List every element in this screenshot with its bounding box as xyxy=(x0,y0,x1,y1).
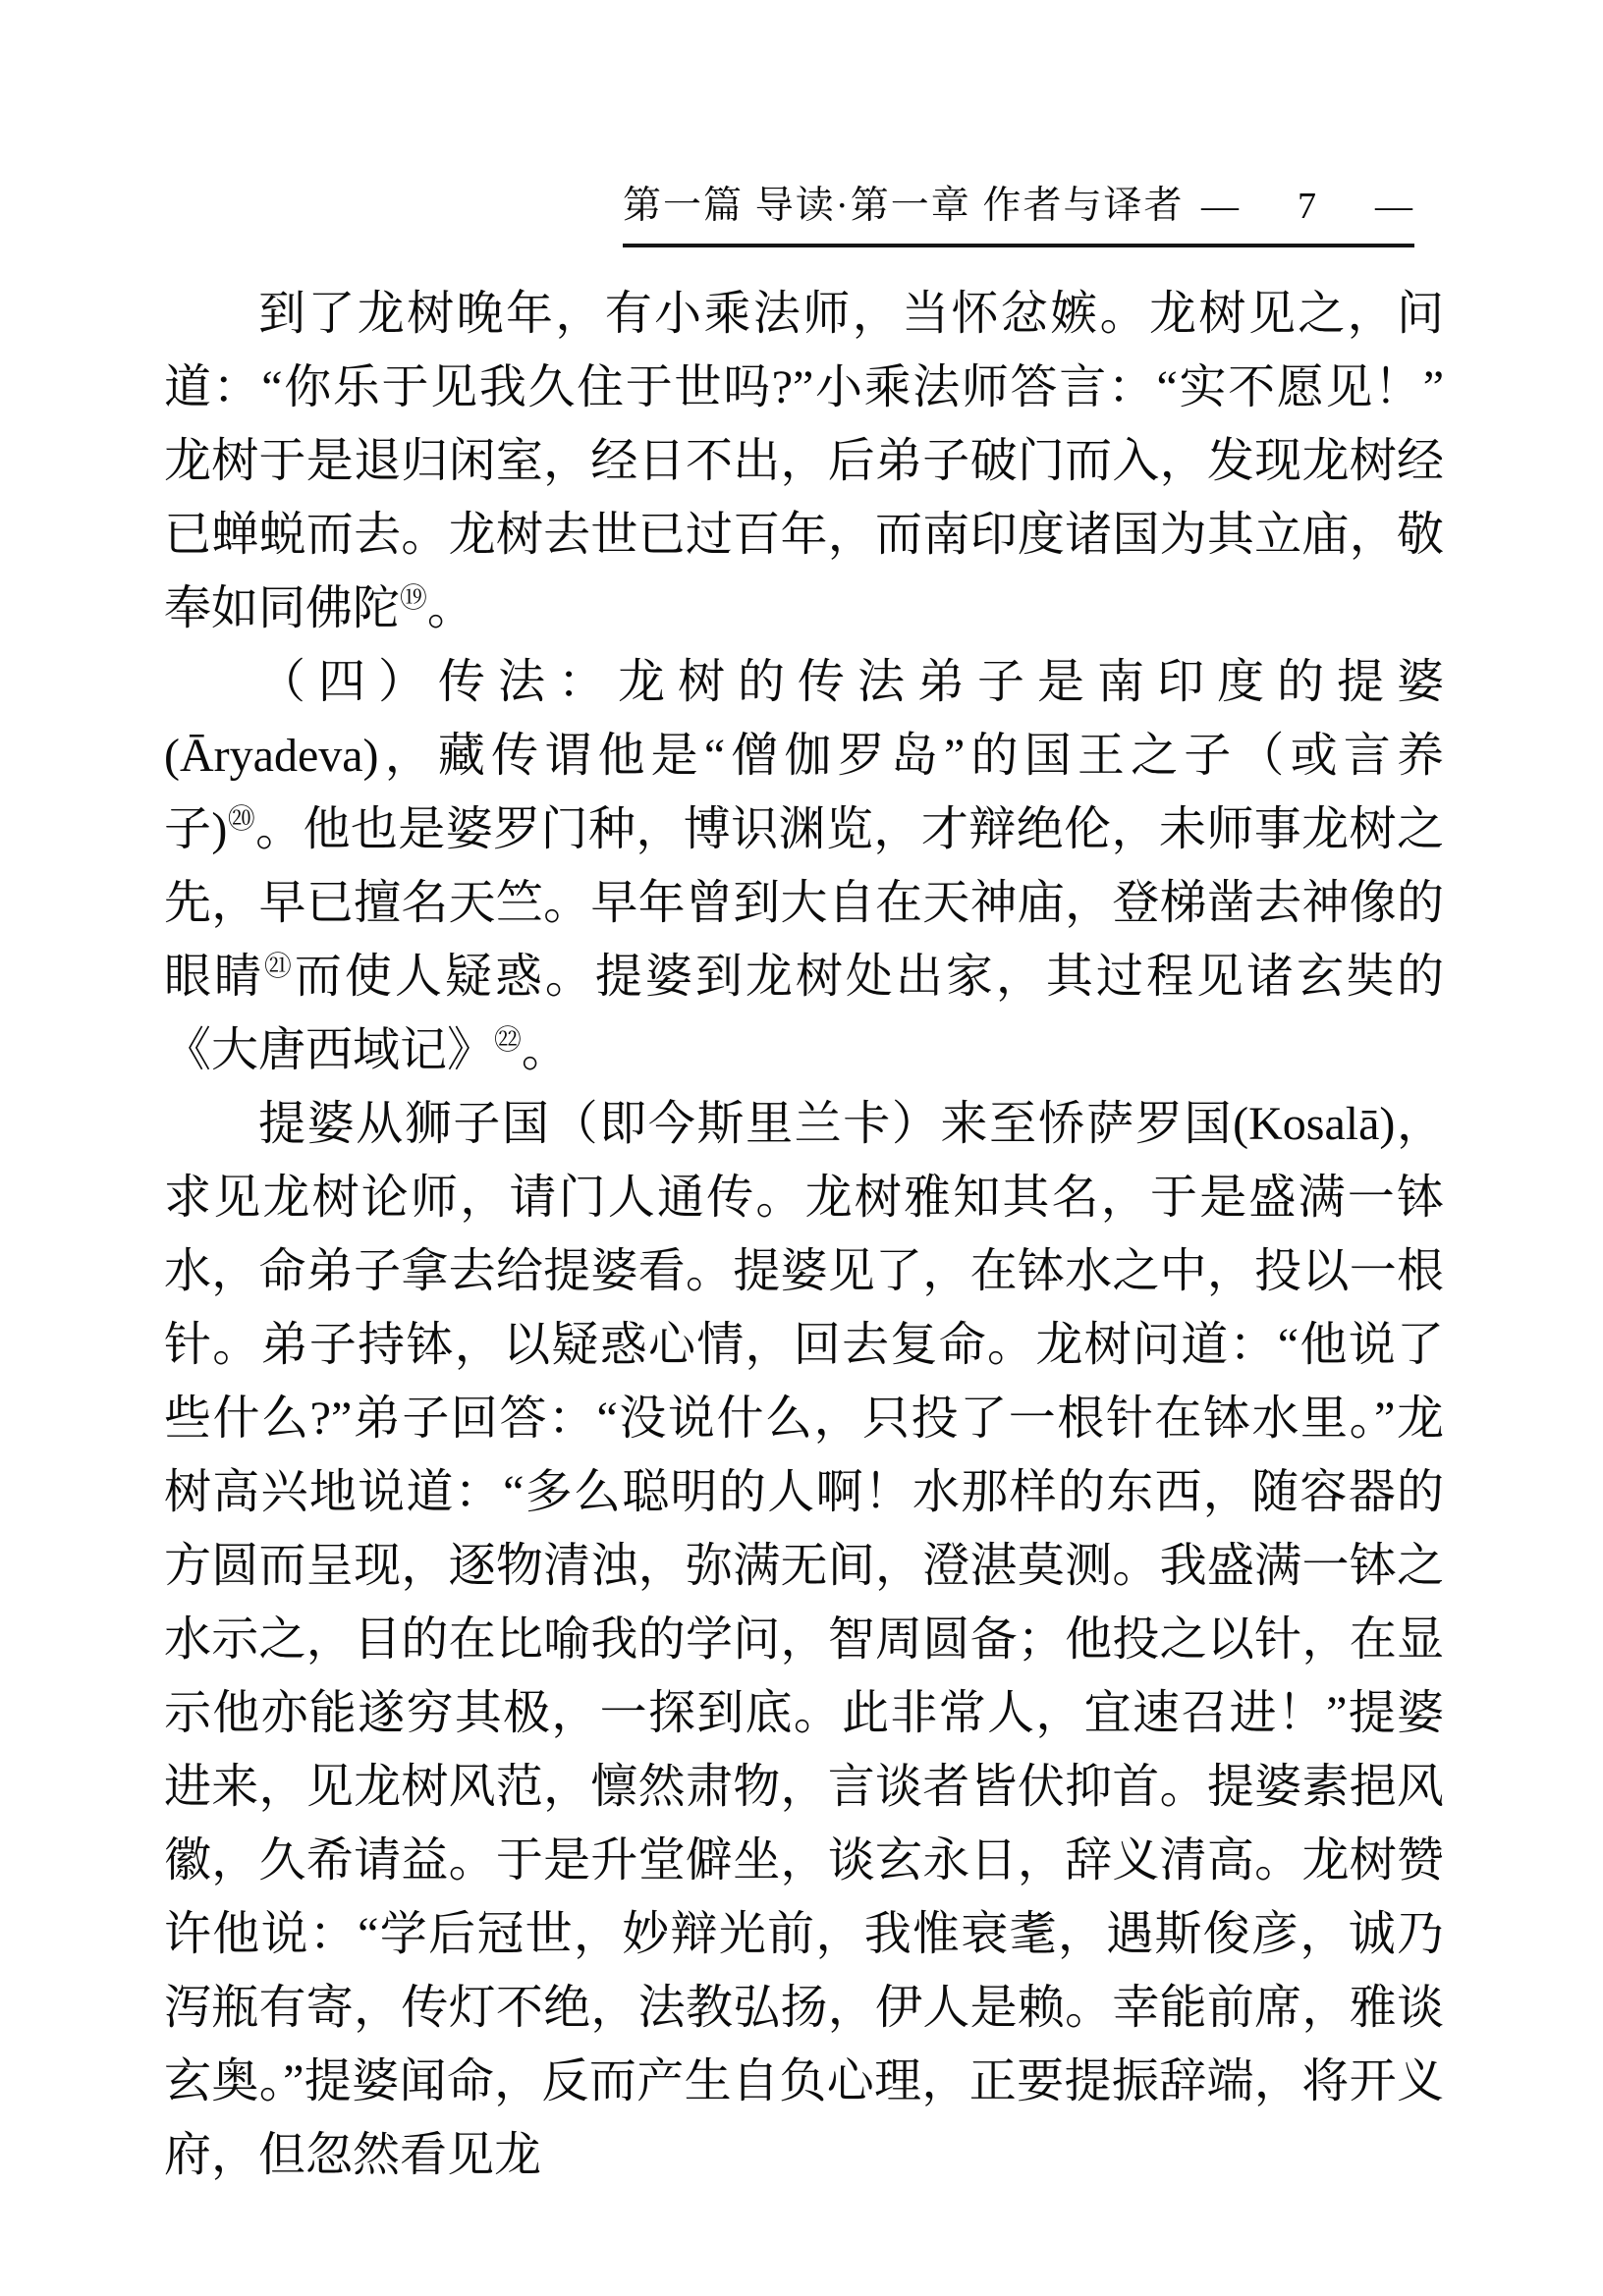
page-number-dash-left: — xyxy=(1201,186,1241,227)
paragraph-dharma-transmission: （四）传法：龙树的传法弟子是南印度的提婆(Āryadeva)，藏传谓他是“僧伽罗岛”的国王之子（或言养子)⑳。他也是婆罗门种，博识渊览，才辩绝伦，未师事龙树之先，早已擅名天竺。早年曾到大自在天神庙，登梯凿去神像的眼睛$^㉑$而使人疑惑。提婆到龙树处出家，其过程见诸玄奘的《大唐西域记》$^㉒$。 xyxy=(164,656,1444,1076)
footnote-ref: ⑳ xyxy=(227,804,256,835)
paragraph-nagarjuna-final-years: 到了龙树晚年，有小乘法师，当怀忿嫉。龙树见之，问道：“你乐于见我久住于世吗?”小乘法师答言：“实不愿见！”龙树于是退归闲室，经日不出，后弟子破门而入，发现龙树经已蝉蜕而去。龙树去世已过百年，而南印度诸国为其立庙，敬奉如同佛陀⑲。 xyxy=(164,288,1444,634)
page-number: 7 xyxy=(1298,186,1318,227)
paragraph-aryadeva-visit: 提婆从狮子国（即今斯里兰卡）来至㤭萨罗国(Kosalā)，求见龙树论师，请门人通传。龙树雅知其名，于是盛满一钵水，命弟子拿去给提婆看。提婆见了，在钵水之中，投以一根针。弟子持钵，以疑惑心情，回去复命。龙树问道：“他说了些什么?”弟子回答：“没说什么，只投了一根针在钵水里。”龙树高兴地说道：“多么聪明的人啊！水那样的东西，随容器的方圆而呈现，逐物清浊，弥满无间，澄湛莫测。我盛满一钵之水示之，目的在比喻我的学问，智周圆备；他投之以针，在显示他亦能遂穷其极，一探到底。此非常人，宜速召进！”提婆进来，见龙树风范，懔然肃物，言谈者皆伏抑首。提婆素挹风徽，久希请益。于是升堂僻坐，谈玄永日，辞义清高。龙树赞许他说：“学后冠世，妙辩光前，我惟衰耄，遇斯俊彦，诚乃泻瓶有寄，传灯不绝，法教弘扬，伊人是赖。幸能前席，雅谈玄奥。”提婆闻命，反而产生自负心理，正要提振辞端，将开义府，但忽然看见龙 xyxy=(164,1098,1444,2181)
footnote-ref: ㉑ xyxy=(264,952,295,982)
page-number-dash-right: — xyxy=(1375,186,1414,227)
footnote-ref: ⑲ xyxy=(400,583,427,614)
pagination xyxy=(1201,185,1414,228)
footnote-ref: ㉒ xyxy=(494,1025,522,1056)
running-header xyxy=(623,175,1414,247)
chapter-title: 第一篇 导读·第一章 作者与译者 xyxy=(623,185,1185,227)
body-text xyxy=(164,277,1444,2192)
